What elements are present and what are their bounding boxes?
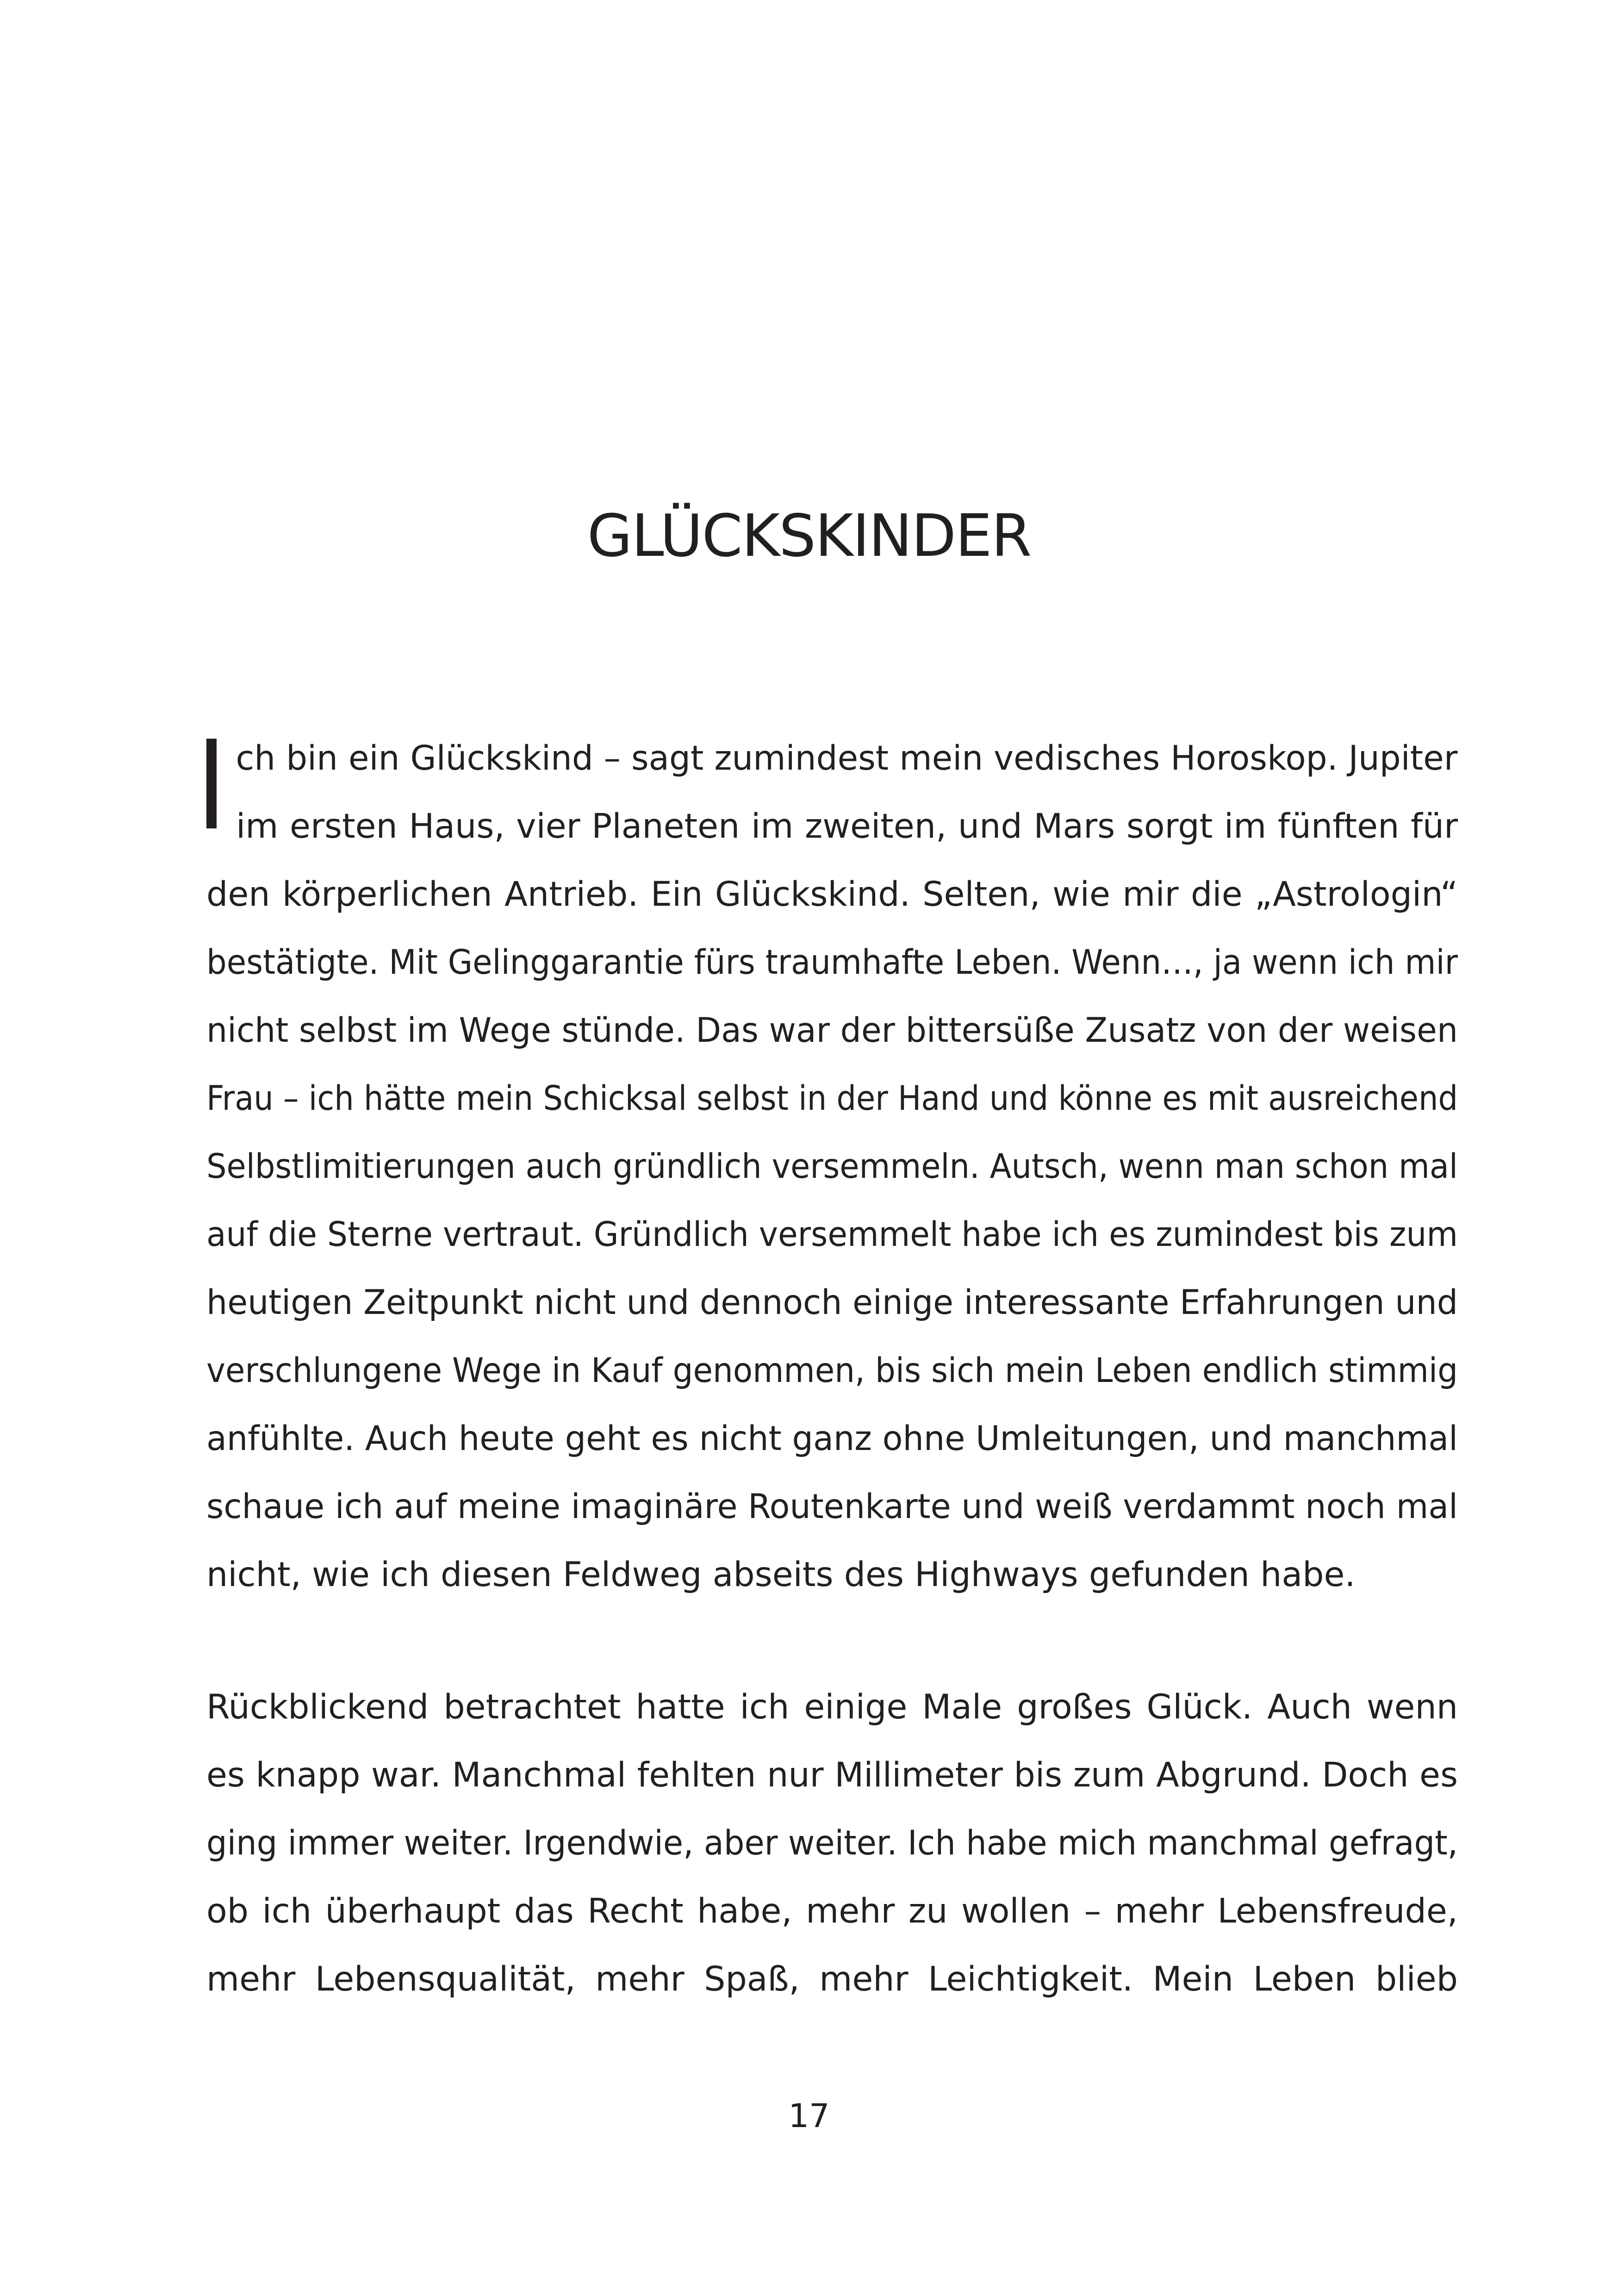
text-line: verschlungene Wege in Kauf genommen, bis sich mein Leben endlich stimmig: [206, 1351, 1458, 1390]
text-line: Frau – ich hätte mein Schicksal selbst in der Hand und könne es mit ausreichend: [206, 1079, 1458, 1118]
paragraph-2: [206, 1673, 1458, 2013]
text-line: den körperlichen Antrieb. Ein Glückskind. Selten, wie mir die „Astrologin“: [206, 875, 1458, 914]
chapter-title: GLÜCKSKINDER: [587, 502, 1031, 570]
text-line: ob ich überhaupt das Recht habe, mehr zu wollen – mehr Lebensfreude,: [206, 1892, 1458, 1931]
text-line: es knapp war. Manchmal fehlten nur Millimeter bis zum Abgrund. Doch es: [206, 1755, 1458, 1795]
text-line: Rückblickend betrachtet hatte ich einige Male großes Glück. Auch wenn: [206, 1687, 1458, 1727]
text-line: auf die Sterne vertraut. Gründlich versemmelt habe ich es zumindest bis zum: [206, 1215, 1458, 1254]
text-line: mehr Lebensqualität, mehr Spaß, mehr Leichtigkeit. Mein Leben blieb: [206, 1960, 1458, 1999]
text-line: ging immer weiter. Irgendwie, aber weiter. Ich habe mich manchmal gefragt,: [206, 1823, 1458, 1863]
text-line: nicht, wie ich diesen Feldweg abseits des Highways gefunden habe.: [206, 1555, 1356, 1594]
text-line: bestätigte. Mit Gelinggarantie fürs traumhafte Leben. Wenn…, ja wenn ich mir: [206, 943, 1458, 982]
text-line: im ersten Haus, vier Planeten im zweiten, und Mars sorgt im fünften für: [236, 807, 1458, 846]
text-line: ch bin ein Glückskind – sagt zumindest mein vedisches Horoskop. Jupiter: [236, 739, 1458, 778]
text-line: schaue ich auf meine imaginäre Routenkarte und weiß verdammt noch mal: [206, 1487, 1458, 1526]
page-number: 17: [788, 2097, 830, 2135]
text-line: nicht selbst im Wege stünde. Das war der bittersüße Zusatz von der weisen: [206, 1011, 1458, 1050]
text-line: anfühlte. Auch heute geht es nicht ganz ohne Umleitungen, und manchmal: [206, 1419, 1458, 1458]
text-line: Selbstlimitierungen auch gründlich versemmeln. Autsch, wenn man schon mal: [206, 1147, 1458, 1186]
paragraph-1: [206, 724, 1458, 1609]
text-line: heutigen Zeitpunkt nicht und dennoch einige interessante Erfahrungen und: [206, 1283, 1458, 1322]
